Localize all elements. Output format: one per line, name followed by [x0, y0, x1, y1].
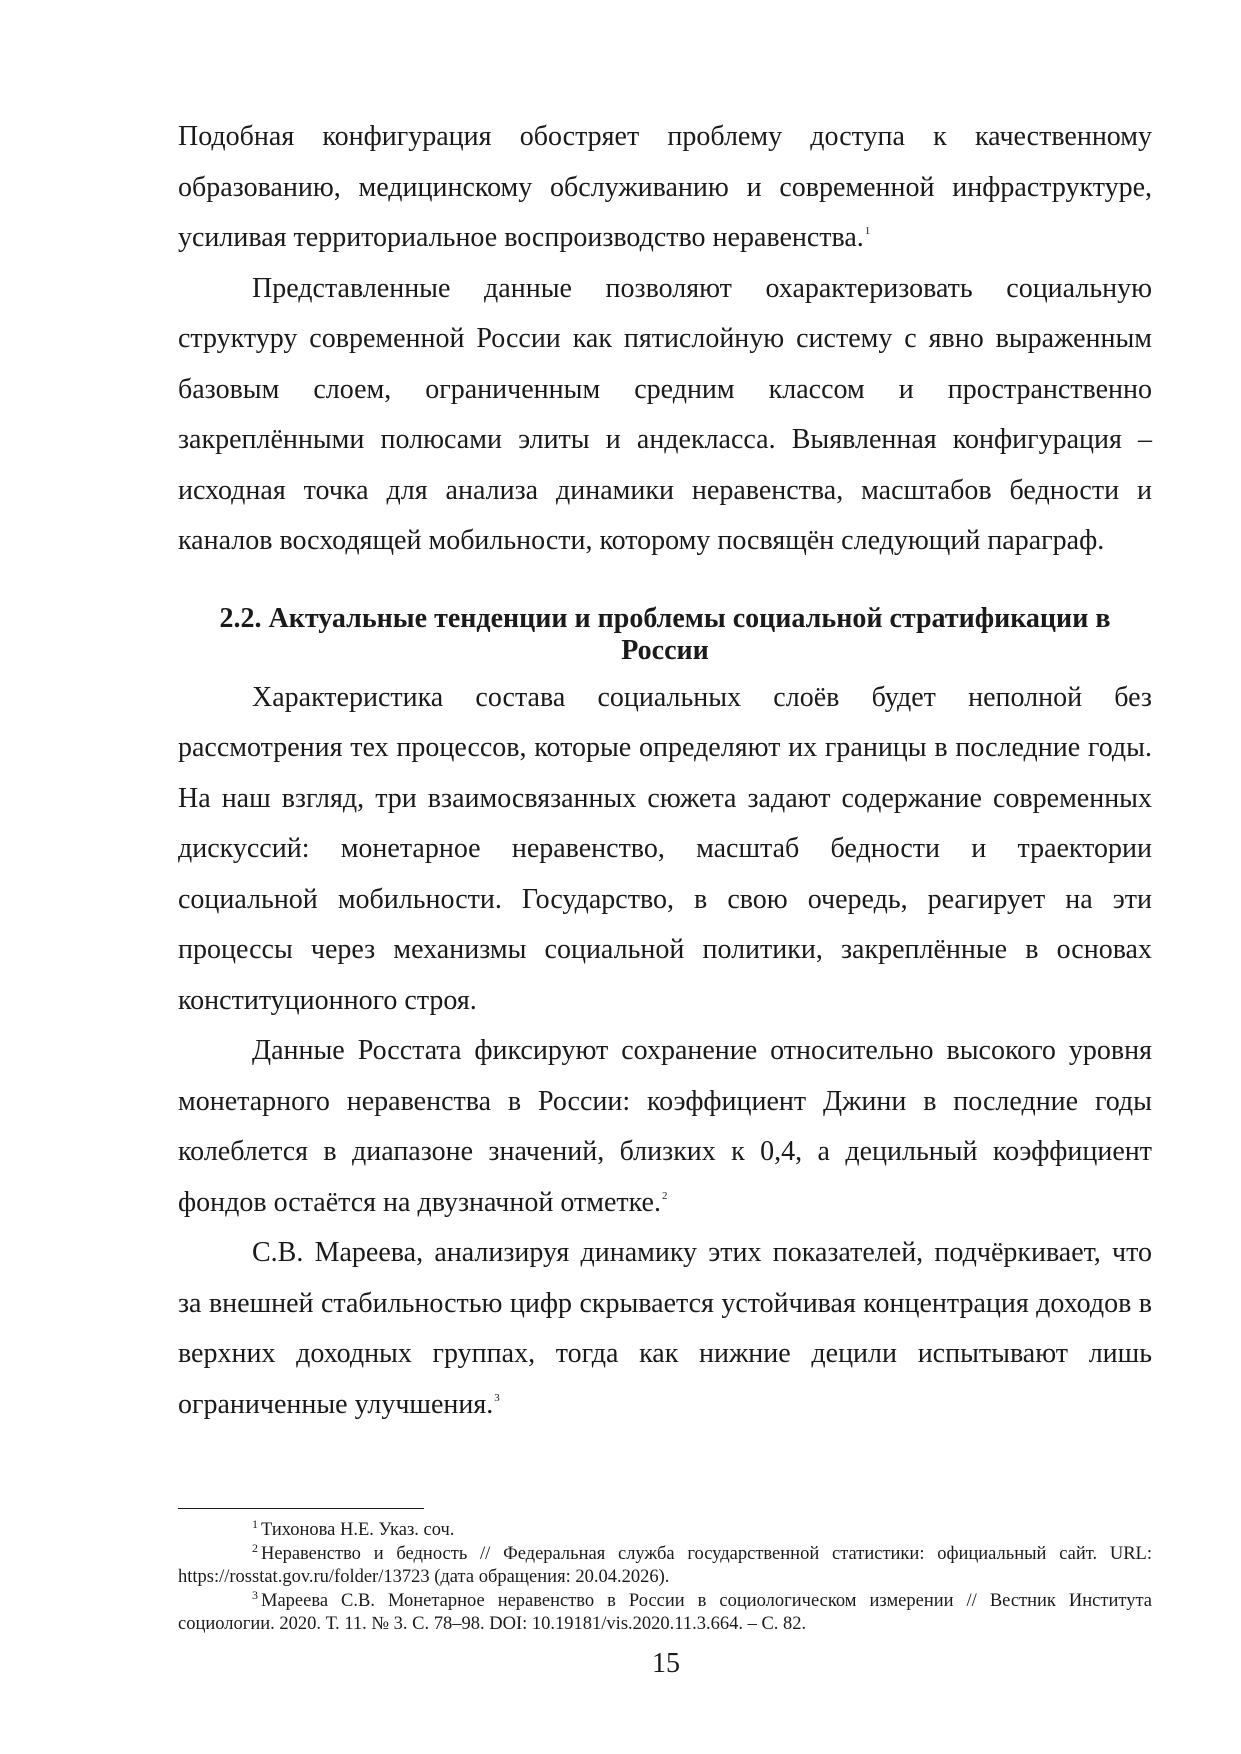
paragraph-text: Подобная конфигурация обостряет проблему доступа к качественному образованию, медицинскому обслуживанию и современной инфраструктуре, усиливая территориальное воспроизводство неравенства.	[178, 121, 1152, 253]
footnote-number: 2	[252, 1540, 258, 1555]
footnote-number: 1	[252, 1517, 258, 1531]
footnote	[178, 1519, 1152, 1543]
footnote-text: Мареева С.В. Монетарное неравенство в России в социологическом измерении // Вестник Института социологии. 2020. Т. 11. № 3. С. 78–98. DOI: 10.19181/vis.2020.11.3.664. – С. 82.	[178, 1590, 1152, 1634]
footnotes-section	[178, 1508, 1152, 1637]
paragraph	[178, 1026, 1152, 1228]
footnote-number: 3	[252, 1587, 258, 1602]
section-heading: 2.2. Актуальные тенденции и проблемы социальной стратификации в России	[219, 602, 1111, 666]
paragraph-text: С.В. Мареева, анализируя динамику этих показателей, подчёркивает, что за внешней стабильностью цифр скрывается устойчивая концентрация доходов в верхних доходных группах, тогда как нижние децили испытывают лишь ограниченные улучшения.	[178, 1237, 1152, 1420]
footnote-reference[interactable]: 2	[661, 1189, 668, 1202]
footnote	[178, 1587, 1152, 1637]
paragraph-text: Характеристика состава социальных слоёв будет неполной без рассмотрения тех процессов, которые определяют их границы в последние годы. На наш взгляд, три взаимосвязанных сюжета задают содержание современных дискуссий: монетарное неравенство, масштаб бедности и траектории социальной мобильности. Государство, в свою очередь, реагирует на эти процессы через механизмы социальной политики, закреплённые в основах конституционного строя.	[178, 681, 1152, 1016]
footnote	[178, 1540, 1152, 1590]
paragraph-text: Представленные данные позволяют охарактеризовать социальную структуру современной России как пятислойную систему с явно выраженным базовым слоем, ограниченным средним классом и пространственно закреплёнными полюсами элиты и андекласса. Выявленная конфигурация – исходная точка для анализа динамики неравенства, масштабов бедности и каналов восходящей мобильности, которому посвящён следующий параграф.	[178, 272, 1152, 556]
paragraph	[178, 673, 1152, 1027]
page-number: 15	[652, 1648, 680, 1679]
paragraph	[178, 264, 1152, 567]
footnote-reference[interactable]: 1	[864, 225, 871, 237]
footnote-separator	[178, 1508, 424, 1509]
footnote-text: Тихонова Н.Е. Указ. соч.	[261, 1520, 455, 1540]
document-body	[178, 112, 1152, 1430]
paragraph-text: Данные Росстата фиксируют сохранение относительно высокого уровня монетарного неравенства в России: коэффициент Джини в последние годы колеблется в диапазоне значений, близких к 0,4, а децильный коэффициент фондов остаётся на двузначной отметке.	[178, 1035, 1152, 1218]
footnote-reference[interactable]: 3	[494, 1391, 500, 1404]
footnote-text: Неравенство и бедность // Федеральная служба государственной статистики: официальный сайт. URL: https://rosstat.gov.ru/folder/13723 (дата обращения: 20.04.2026).	[178, 1543, 1152, 1587]
paragraph	[178, 112, 1152, 264]
paragraph	[178, 1228, 1152, 1430]
